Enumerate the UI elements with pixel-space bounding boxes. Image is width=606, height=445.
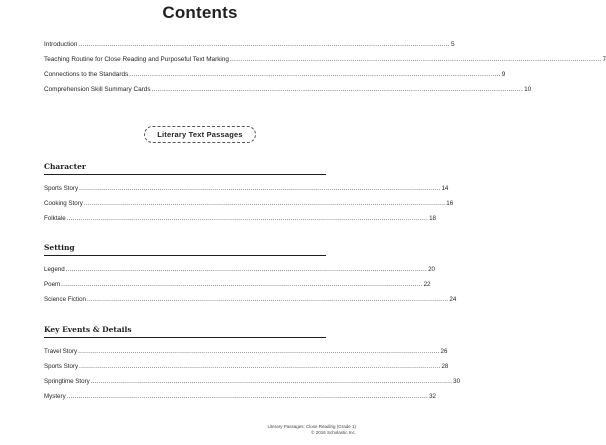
footer-copyright: © 2016 Scholastic Inc.: [311, 430, 356, 435]
dot-leader: [84, 196, 445, 211]
row-page: 18: [429, 215, 436, 222]
dot-leader: [78, 344, 439, 359]
dot-leader: [78, 37, 450, 52]
dot-leader: [79, 359, 440, 374]
row-genre: Cooking Story: [44, 200, 83, 207]
row-page: 20: [428, 266, 435, 273]
dot-leader: [67, 211, 428, 226]
toc-entry-page: 7: [602, 56, 606, 63]
toc-entry-label: Comprehension Skill Summary Cards: [44, 86, 151, 93]
toc-row: [44, 262, 435, 277]
toc-entry-page: 5: [450, 41, 455, 48]
row-genre: Mystery: [44, 393, 66, 400]
row-genre: Springtime Story: [44, 378, 90, 385]
toc-entry-page: 9: [501, 71, 506, 78]
row-page: 24: [449, 296, 457, 303]
toc-entry-page: 10: [524, 86, 532, 93]
row-genre: Sports Story: [44, 363, 79, 370]
dot-leader: [67, 389, 428, 404]
toc-row: [44, 181, 449, 196]
toc-row: [44, 344, 448, 359]
toc-entry: [44, 67, 506, 82]
toc-row: [44, 196, 454, 211]
dot-leader: [230, 52, 602, 67]
section-heading: Key Events & Details: [44, 325, 326, 338]
section-badge: Literary Text Passages: [144, 126, 256, 143]
dot-leader: [66, 262, 427, 277]
row-page: 30: [453, 378, 461, 385]
row-genre: Poem: [44, 281, 61, 288]
intro-list: [44, 37, 606, 97]
page-title: Contents: [162, 3, 238, 22]
row-page: 16: [446, 200, 454, 207]
toc-row: [44, 389, 436, 404]
toc-entry: [44, 82, 532, 97]
row-page: 22: [423, 281, 431, 288]
dot-leader: [61, 277, 422, 292]
row-page: 28: [441, 363, 449, 370]
toc-entry-label: Introduction: [44, 41, 78, 48]
row-genre: Sports Story: [44, 185, 79, 192]
page-footer: [267, 424, 356, 436]
dot-leader: [152, 82, 524, 97]
toc-section: [44, 325, 461, 404]
toc-entry: [44, 52, 606, 67]
toc-entry: [44, 37, 455, 52]
dot-leader: [87, 292, 448, 307]
dot-leader: [129, 67, 501, 82]
row-page: 26: [440, 348, 448, 355]
section-badge-wrap: [0, 124, 400, 143]
dot-leader: [91, 374, 452, 389]
row-genre: Science Fiction: [44, 296, 86, 303]
footer-book-title: Literary Passages: Close Reading (Grade 1): [267, 424, 356, 429]
dot-leader: [79, 181, 440, 196]
row-page: 14: [441, 185, 449, 192]
row-genre: Legend: [44, 266, 65, 273]
section-heading: Setting: [44, 243, 326, 256]
row-genre: Travel Story: [44, 348, 78, 355]
row-genre: Folktale: [44, 215, 66, 222]
toc-section: [44, 162, 454, 226]
toc-row: [44, 292, 457, 307]
section-heading: Character: [44, 162, 326, 175]
toc-section: [44, 243, 457, 307]
toc-row: [44, 359, 449, 374]
row-page: 32: [429, 393, 436, 400]
toc-entry-label: Connections to the Standards: [44, 71, 129, 78]
toc-row: [44, 277, 431, 292]
toc-entry-label: Teaching Routine for Close Reading and Purposeful Text Marking: [44, 56, 229, 63]
toc-row: [44, 374, 461, 389]
toc-row: [44, 211, 436, 226]
